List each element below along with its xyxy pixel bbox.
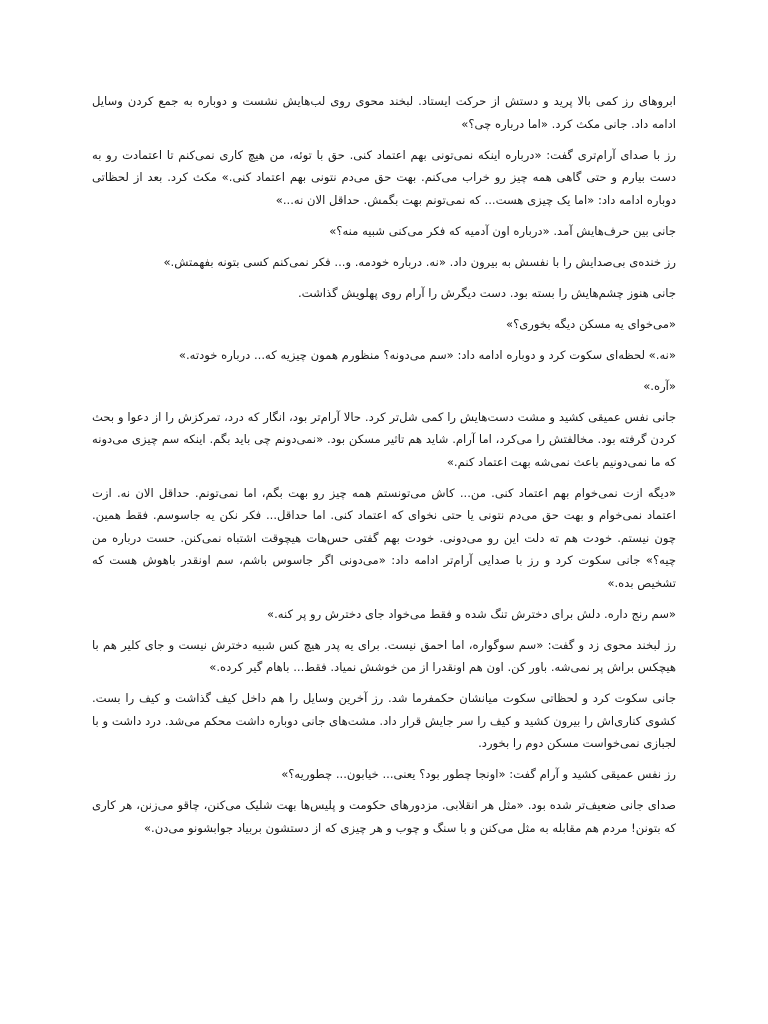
- paragraph: ابروهای رز کمی بالا پرید و دستش از حرکت ایستاد. لبخند محوی روی لب‌هایش نشست و دوباره به جمع کردن وسایل ادامه داد. جانی مکث کرد. «اما درباره چی؟»: [92, 94, 676, 131]
- paragraph: رز خنده‌ی بی‌صدایش را با نفسش به بیرون داد. «نه. درباره خودمه. و... فکر نمی‌کنم کسی بتونه بفهمتش.»: [163, 254, 676, 269]
- paragraph: جانی بین حرف‌هایش آمد. «درباره اون آدمیه که فکر می‌کنی شبیه منه؟»: [329, 223, 676, 238]
- paragraph: صدای جانی ضعیف‌تر شده بود. «مثل هر انقلابی. مزدورهای حکومت و پلیس‌ها بهت شلیک می‌کنن، چاقو می‌زنن، هر کاری که بتونن! مردم هم مقابله به مثل می‌کنن و با سنگ و چوب و هر چیزی که از دستشون بربیاد جوابشونو می‌دن.»: [92, 798, 676, 835]
- paragraph: «دیگه ازت نمی‌خوام بهم اعتماد کنی. من... کاش می‌تونستم همه چیز رو بهت بگم، اما نمی‌تونم. حداقل الان نه. ازت اعتماد نمی‌خوام و بهت حق می‌دم نتونی یا حتی نخوای که اعتماد کنی. اما حداقل... فکر نکن یه جاسوسم. فقط همین. چون نیستم. خودت هم ته دلت این رو می‌دونی. خودت بهم گفتی حس‌هات هیچوقت اشتباه نمی‌کنن. حست درباره من چیه؟» جانی سکوت کرد و رز با صدایی آرام‌تر ادامه داد: «می‌دونی اگر جاسوس باشم، سم اونقدر باهوش هست که تشخیص بده.»: [92, 485, 676, 590]
- paragraph: رز لبخند محوی زد و گفت: «سم سوگواره، اما احمق نیست. برای یه پدر هیچ کس شبیه دخترش نیست و جای کلیر هم با هیچکس براش پر نمی‌شه. باور کن. اون هم اونقدرا از من خوشش نمیاد. فقط... باهام گیر کرده.»: [92, 637, 676, 674]
- paragraph: جانی سکوت کرد و لحظاتی سکوت میانشان حکمفرما شد. رز آخرین وسایل را هم داخل کیف گذاشت و کیف را بست. کشوی کناری‌اش را بیرون کشید و کیف را سر جایش قرار داد. مشت‌های جانی دوباره داشت محکم می‌شد. درد داشت و با لجبازی نمی‌خواست مسکن دوم را بخورد.: [92, 691, 676, 750]
- paragraph: جانی هنوز چشم‌هایش را بسته بود. دست دیگرش را آرام روی پهلویش گذاشت.: [298, 285, 676, 300]
- document-body: [92, 90, 676, 848]
- paragraph: «سم رنج داره. دلش برای دخترش تنگ شده و فقط می‌خواد جای دخترش رو پر کنه.»: [266, 606, 676, 621]
- paragraph: «نه.» لحظه‌ای سکوت کرد و دوباره ادامه داد: «سم می‌دونه؟ منظورم همون چیزیه که... درباره خودته.»: [178, 347, 676, 362]
- paragraph: «می‌خوای یه مسکن دیگه بخوری؟»: [505, 316, 676, 331]
- paragraph: رز با صدای آرام‌تری گفت: «درباره اینکه نمی‌تونی بهم اعتماد کنی. حق با توئه، من هیچ کاری نمی‌کنم تا اعتمادت رو به دست بیارم و حتی گاهی همه چیز رو خراب می‌کنم. بهت حق می‌دم نتونی بهم اعتماد کنی.» مکث کرد. بعد از لحظاتی دوباره ادامه داد: «اما یک چیزی هست... که نمی‌تونم بهت بگمش. حداقل الان نه...»: [92, 147, 676, 207]
- paragraph: رز نفس عمیقی کشید و آرام گفت: «اونجا چطور بود؟ یعنی... خیابون... چطوریه؟»: [281, 767, 676, 781]
- paragraph: جانی نفس عمیقی کشید و مشت دست‌هایش را کمی شل‌تر کرد. حالا آرام‌تر بود، انگار که درد، تمرکزش را از دعوا و بحث کردن گرفته بود. مخالفتش را می‌کرد، اما آرام. شاید هم تاثیر مسکن بود. «نمی‌دونم چی باید بگم. اینکه سم چیزی می‌دونه که ما نمی‌دونیم باعث نمی‌شه بهت اعتماد کنم.»: [92, 409, 676, 469]
- paragraph: «آره.»: [643, 378, 676, 393]
